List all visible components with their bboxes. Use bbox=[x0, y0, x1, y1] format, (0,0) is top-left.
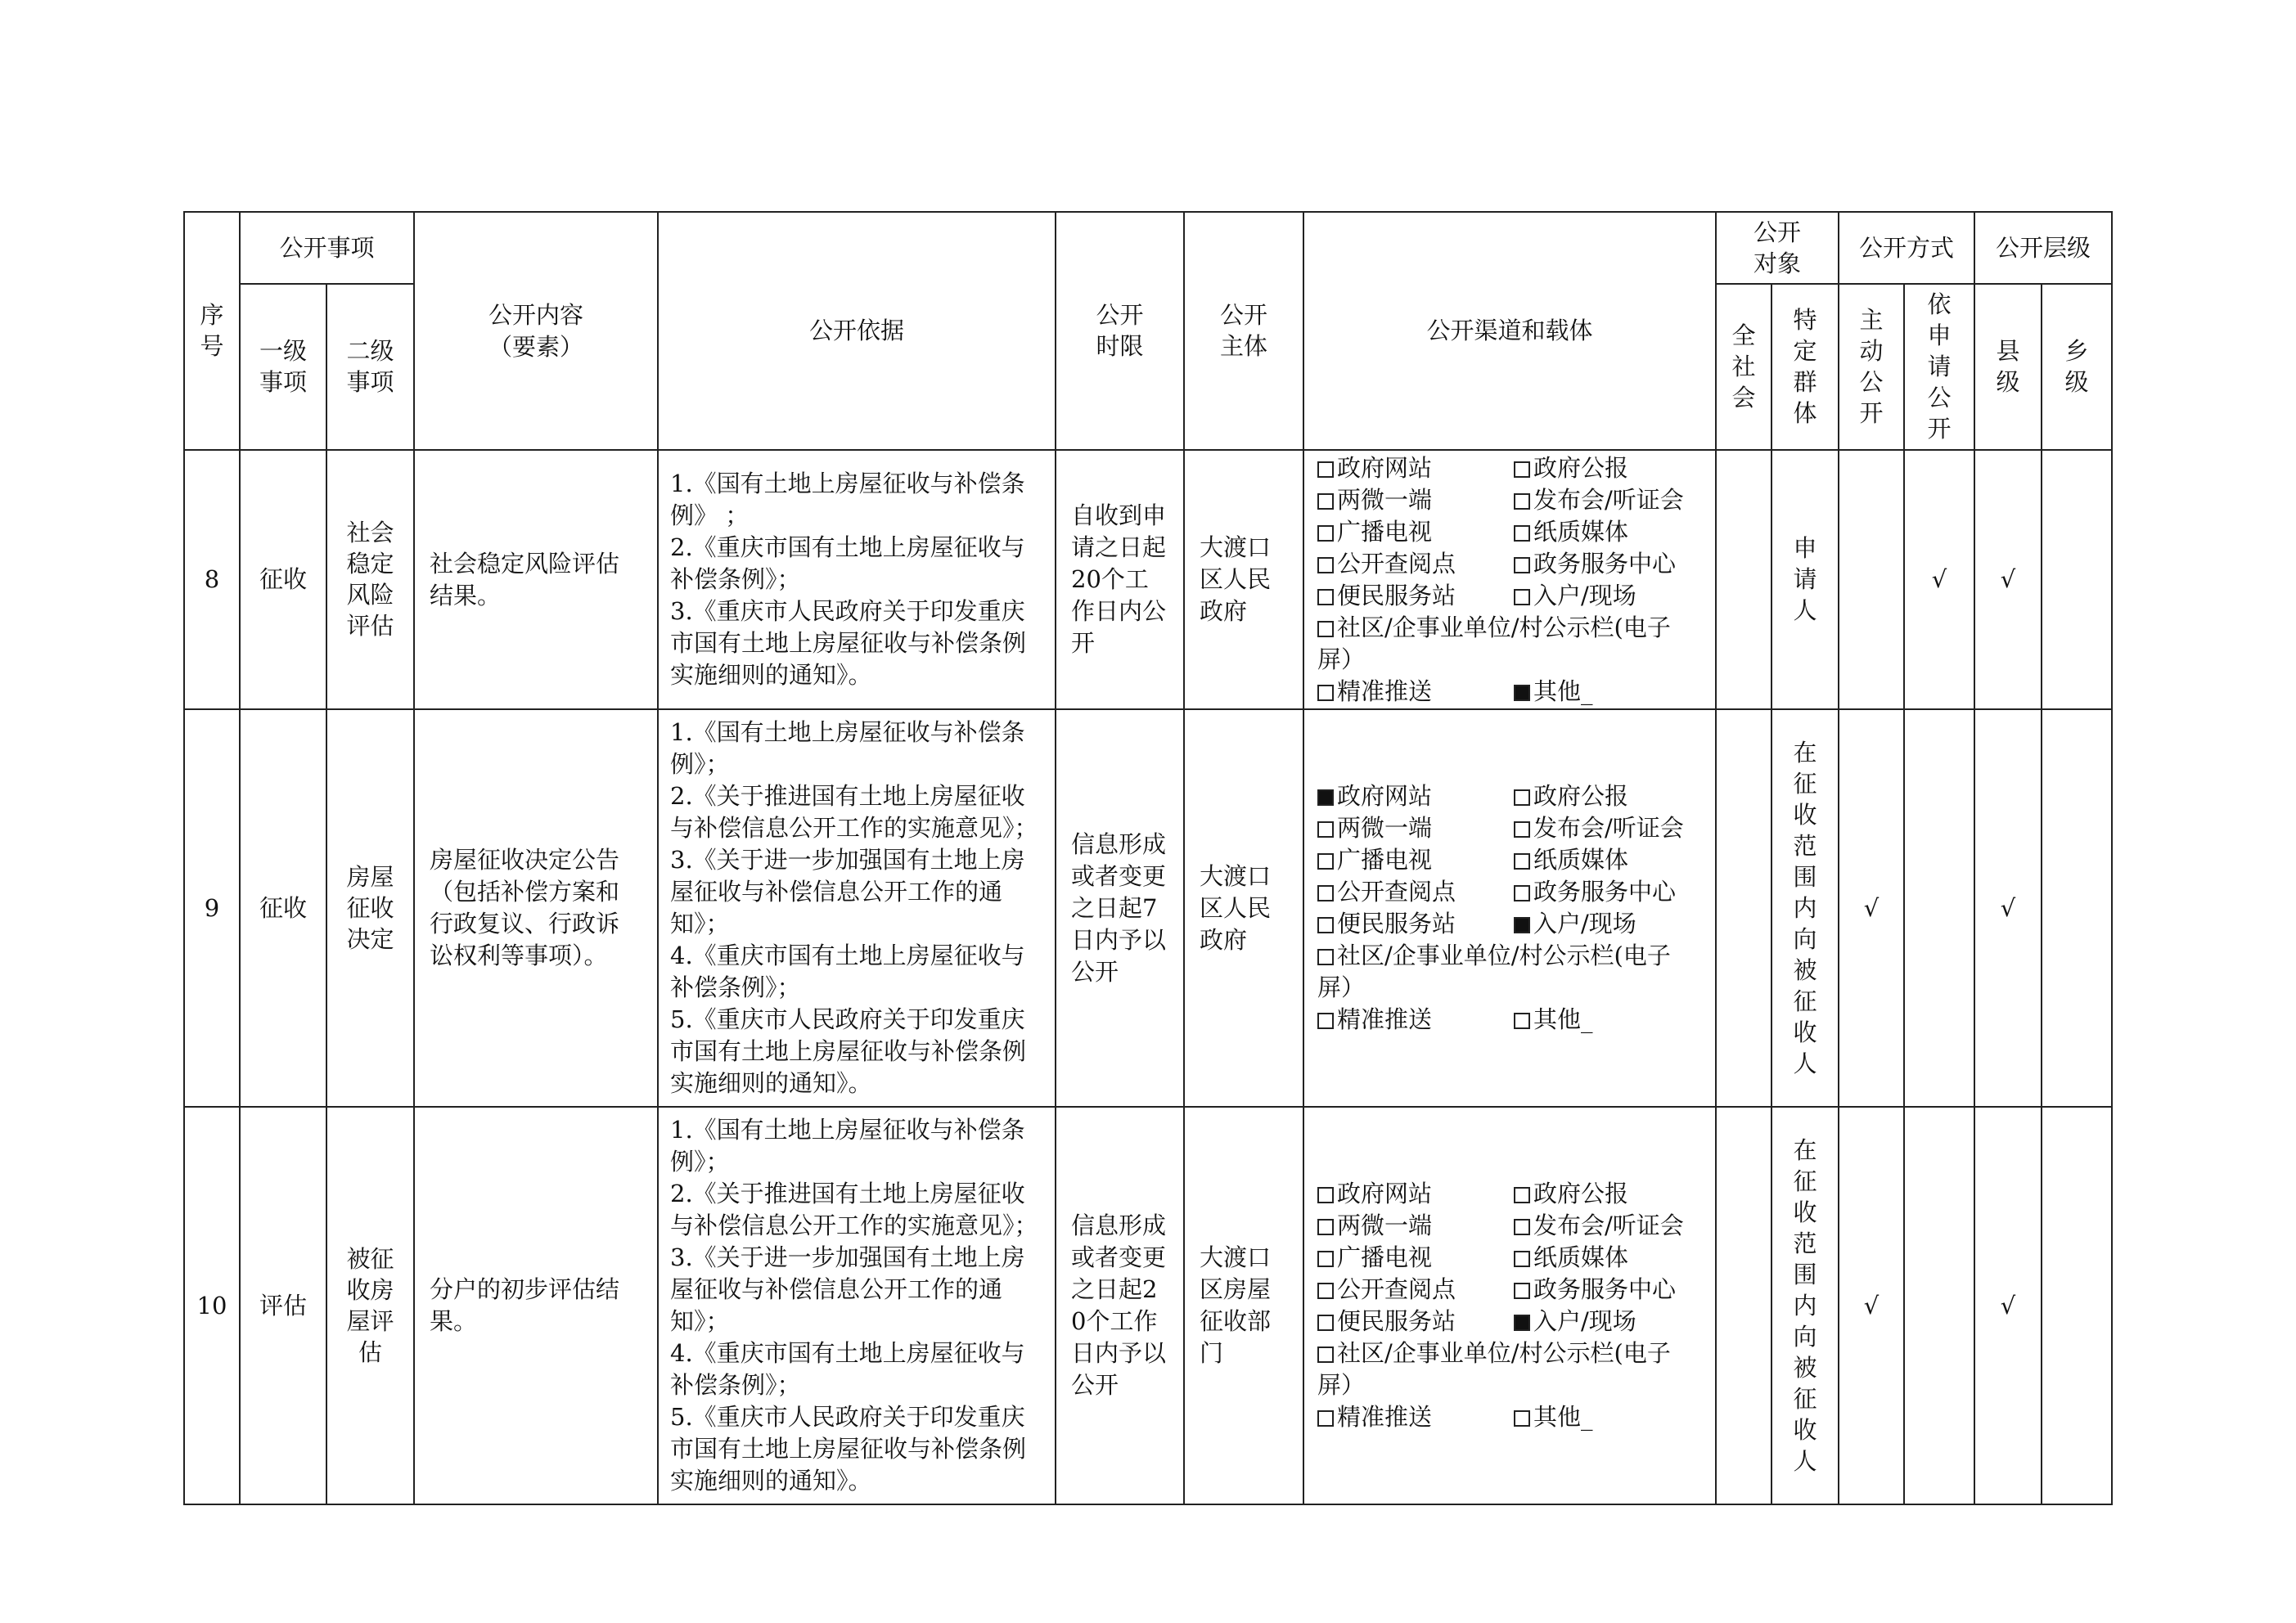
checkbox-icon bbox=[1514, 1283, 1530, 1299]
header-channels: 公开渠道和载体 bbox=[1303, 212, 1716, 450]
checkbox-icon bbox=[1317, 1410, 1334, 1427]
row-time-limit: 信息形成或者变更之日起20个工作日内予以公开 bbox=[1056, 1107, 1184, 1504]
row-basis bbox=[658, 1107, 1056, 1504]
row-target-specific-text: 在征收范围内向被征收人 bbox=[1793, 738, 1817, 1077]
row-target-specific-text: 在征收范围内向被征收人 bbox=[1793, 1135, 1817, 1475]
checkbox-icon bbox=[1514, 589, 1530, 605]
table-row bbox=[184, 450, 2112, 709]
header-level2: 二级事项 bbox=[326, 284, 414, 450]
row-level2-text: 被征收房屋评估 bbox=[346, 1244, 394, 1366]
basis-item: 2.《关于推进国有土地上房屋征收与补偿信息公开工作的实施意见》； bbox=[670, 1180, 1038, 1239]
basis-item: 4.《重庆市国有土地上房屋征收与补偿条例》； bbox=[670, 1339, 1025, 1399]
checkbox-icon bbox=[1317, 461, 1334, 478]
checkbox-icon bbox=[1514, 525, 1530, 542]
channel-option: 发布会/听证会 bbox=[1514, 484, 1710, 516]
header-level1: 一级事项 bbox=[240, 284, 326, 450]
channel-option: 政府网站 bbox=[1317, 1178, 1514, 1210]
channel-option: 政务服务中心 bbox=[1514, 876, 1710, 908]
checkbox-icon bbox=[1317, 589, 1334, 605]
channel-option: 其他_ bbox=[1514, 676, 1710, 708]
header-level-county: 县级 bbox=[1974, 284, 2042, 450]
checkbox-icon bbox=[1514, 853, 1530, 870]
channel-option: 广播电视 bbox=[1317, 844, 1514, 876]
checkbox-icon bbox=[1317, 1283, 1334, 1299]
row-mode-request bbox=[1904, 1107, 1974, 1504]
disclosure-table bbox=[183, 211, 2113, 1505]
checked-box-icon bbox=[1514, 685, 1530, 701]
row-level-county: √ bbox=[1974, 450, 2042, 709]
channel-option: 其他_ bbox=[1514, 1401, 1710, 1433]
row-target-specific-text: 申请人 bbox=[1793, 534, 1817, 624]
checkbox-icon bbox=[1514, 789, 1530, 806]
row-mode-active: √ bbox=[1839, 709, 1904, 1107]
header-level-town: 乡级 bbox=[2042, 284, 2112, 450]
checkbox-icon bbox=[1317, 525, 1334, 542]
checkbox-icon bbox=[1317, 917, 1334, 933]
checkbox-icon bbox=[1317, 949, 1334, 965]
checkbox-icon bbox=[1317, 1315, 1334, 1331]
channel-option: 广播电视 bbox=[1317, 1242, 1514, 1274]
header-target-all: 全社会 bbox=[1716, 284, 1772, 450]
row-target-all bbox=[1716, 450, 1772, 709]
channel-option: 两微一端 bbox=[1317, 484, 1514, 516]
row-mode-request bbox=[1904, 709, 1974, 1107]
checkbox-icon bbox=[1317, 557, 1334, 573]
checkbox-icon bbox=[1514, 1251, 1530, 1267]
channel-option: 纸质媒体 bbox=[1514, 516, 1710, 548]
row-seq: 9 bbox=[184, 709, 240, 1107]
checkbox-icon bbox=[1317, 1251, 1334, 1267]
header-subject: 公开主体 bbox=[1184, 212, 1303, 450]
basis-item: 1.《国有土地上房屋征收与补偿条例》； bbox=[670, 1116, 1025, 1176]
channel-option: 政府公报 bbox=[1514, 452, 1710, 484]
channel-option: 纸质媒体 bbox=[1514, 1242, 1710, 1274]
row-content: 社会稳定风险评估结果。 bbox=[414, 450, 658, 709]
channel-option: 入户/现场 bbox=[1514, 1306, 1710, 1338]
header-target: 公开对象 bbox=[1716, 212, 1839, 284]
channel-option: 政务服务中心 bbox=[1514, 1274, 1710, 1306]
row-subject: 大渡口区人民政府 bbox=[1184, 709, 1303, 1107]
channel-option: 社区/企事业单位/村公示栏(电子屏） bbox=[1317, 1339, 1671, 1399]
checkbox-icon bbox=[1317, 621, 1334, 637]
row-seq: 8 bbox=[184, 450, 240, 709]
header-matters: 公开事项 bbox=[240, 212, 414, 284]
basis-item: 3.《重庆市人民政府关于印发重庆市国有土地上房屋征收与补偿条例实施细则的通知》。 bbox=[670, 597, 1027, 689]
channel-option: 两微一端 bbox=[1317, 812, 1514, 844]
row-channels bbox=[1303, 1107, 1716, 1504]
basis-item: 5.《重庆市人民政府关于印发重庆市国有土地上房屋征收与补偿条例实施细则的通知》。 bbox=[670, 1403, 1027, 1495]
row-level-town bbox=[2042, 1107, 2112, 1504]
checkbox-icon bbox=[1317, 1013, 1334, 1029]
row-level-county: √ bbox=[1974, 1107, 2042, 1504]
channel-option: 精准推送 bbox=[1317, 676, 1514, 708]
checkbox-icon bbox=[1514, 885, 1530, 901]
channel-option: 精准推送 bbox=[1317, 1004, 1514, 1036]
channel-option: 便民服务站 bbox=[1317, 1306, 1514, 1338]
header-mode: 公开方式 bbox=[1839, 212, 1974, 284]
basis-item: 3.《关于进一步加强国有土地上房屋征收与补偿信息公开工作的通知》； bbox=[670, 1243, 1025, 1335]
basis-item: 2.《关于推进国有土地上房屋征收与补偿信息公开工作的实施意见》； bbox=[670, 782, 1038, 842]
row-time-limit: 信息形成或者变更之日起7日内予以公开 bbox=[1056, 709, 1184, 1107]
row-target-all bbox=[1716, 709, 1772, 1107]
channel-option: 发布会/听证会 bbox=[1514, 1210, 1710, 1242]
channel-grid bbox=[1317, 1178, 1702, 1433]
checkbox-icon bbox=[1317, 885, 1334, 901]
channel-option: 政务服务中心 bbox=[1514, 548, 1710, 580]
table-row bbox=[184, 709, 2112, 1107]
row-content: 房屋征收决定公告（包括补偿方案和行政复议、行政诉讼权利等事项）。 bbox=[414, 709, 658, 1107]
row-subject: 大渡口区人民政府 bbox=[1184, 450, 1303, 709]
checkbox-icon bbox=[1317, 685, 1334, 701]
row-level2-text: 房屋征收决定 bbox=[346, 862, 394, 953]
row-target-all bbox=[1716, 1107, 1772, 1504]
row-seq: 10 bbox=[184, 1107, 240, 1504]
channel-option: 发布会/听证会 bbox=[1514, 812, 1710, 844]
channel-option: 纸质媒体 bbox=[1514, 844, 1710, 876]
channel-option: 两微一端 bbox=[1317, 1210, 1514, 1242]
row-channels bbox=[1303, 709, 1716, 1107]
row-target-specific bbox=[1772, 709, 1839, 1107]
channel-option: 政府公报 bbox=[1514, 780, 1710, 812]
channel-option: 广播电视 bbox=[1317, 516, 1514, 548]
basis-item: 4.《重庆市国有土地上房屋征收与补偿条例》； bbox=[670, 942, 1025, 1001]
row-level1: 征收 bbox=[240, 709, 326, 1107]
checkbox-icon bbox=[1514, 1410, 1530, 1427]
row-time-limit: 自收到申请之日起20个工作日内公开 bbox=[1056, 450, 1184, 709]
table-row bbox=[184, 1107, 2112, 1504]
row-subject: 大渡口区房屋征收部门 bbox=[1184, 1107, 1303, 1504]
checkbox-icon bbox=[1317, 1187, 1334, 1203]
header-level: 公开层级 bbox=[1974, 212, 2112, 284]
basis-item: 1.《国有土地上房屋征收与补偿条例》； bbox=[670, 718, 1025, 778]
row-level-town bbox=[2042, 450, 2112, 709]
checkbox-icon bbox=[1514, 1013, 1530, 1029]
basis-item: 3.《关于进一步加强国有土地上房屋征收与补偿信息公开工作的通知》； bbox=[670, 846, 1025, 937]
basis-item: 1.《国有土地上房屋征收与补偿条例》 ； bbox=[670, 470, 1025, 529]
checked-box-icon bbox=[1317, 789, 1334, 806]
channel-option: 其他_ bbox=[1514, 1004, 1710, 1036]
channel-option: 公开查阅点 bbox=[1317, 1274, 1514, 1306]
channel-option: 政府网站 bbox=[1317, 452, 1514, 484]
checked-box-icon bbox=[1514, 917, 1530, 933]
basis-item: 2.《重庆市国有土地上房屋征收与补偿条例》； bbox=[670, 533, 1025, 593]
row-level2 bbox=[326, 709, 414, 1107]
checkbox-icon bbox=[1317, 853, 1334, 870]
channel-option: 公开查阅点 bbox=[1317, 548, 1514, 580]
checkbox-icon bbox=[1317, 821, 1334, 838]
channel-option: 社区/企事业单位/村公示栏(电子屏） bbox=[1317, 613, 1671, 673]
channel-option: 政府公报 bbox=[1514, 1178, 1710, 1210]
checkbox-icon bbox=[1514, 1187, 1530, 1203]
row-level2 bbox=[326, 450, 414, 709]
checkbox-icon bbox=[1514, 557, 1530, 573]
row-level-county: √ bbox=[1974, 709, 2042, 1107]
channel-option: 便民服务站 bbox=[1317, 908, 1514, 940]
channel-option: 政府网站 bbox=[1317, 780, 1514, 812]
channel-option: 精准推送 bbox=[1317, 1401, 1514, 1433]
header-target-specific: 特定群体 bbox=[1772, 284, 1839, 450]
row-basis bbox=[658, 709, 1056, 1107]
channel-option: 便民服务站 bbox=[1317, 580, 1514, 612]
header-basis: 公开依据 bbox=[658, 212, 1056, 450]
basis-item: 5.《重庆市人民政府关于印发重庆市国有土地上房屋征收与补偿条例实施细则的通知》。 bbox=[670, 1005, 1027, 1097]
checkbox-icon bbox=[1317, 493, 1334, 510]
row-mode-active: √ bbox=[1839, 1107, 1904, 1504]
checked-box-icon bbox=[1514, 1315, 1530, 1331]
row-level-town bbox=[2042, 709, 2112, 1107]
channel-option: 社区/企事业单位/村公示栏(电子屏） bbox=[1317, 942, 1671, 1001]
header-mode-request: 依申请公开 bbox=[1904, 284, 1974, 450]
checkbox-icon bbox=[1514, 821, 1530, 838]
row-level1: 征收 bbox=[240, 450, 326, 709]
row-level2-text: 社会稳定风险评估 bbox=[346, 519, 394, 640]
header-mode-active: 主动公开 bbox=[1839, 284, 1904, 450]
header-content: 公开内容 （要素） bbox=[414, 212, 658, 450]
checkbox-icon bbox=[1514, 493, 1530, 510]
header-seq: 序号 bbox=[184, 212, 240, 450]
row-target-specific bbox=[1772, 1107, 1839, 1504]
row-basis bbox=[658, 450, 1056, 709]
row-level2 bbox=[326, 1107, 414, 1504]
checkbox-icon bbox=[1514, 461, 1530, 478]
channel-grid bbox=[1317, 780, 1702, 1036]
channel-option: 入户/现场 bbox=[1514, 908, 1710, 940]
row-content: 分户的初步评估结果。 bbox=[414, 1107, 658, 1504]
channel-option: 公开查阅点 bbox=[1317, 876, 1514, 908]
row-target-specific bbox=[1772, 450, 1839, 709]
checkbox-icon bbox=[1317, 1219, 1334, 1235]
row-level1: 评估 bbox=[240, 1107, 326, 1504]
channel-option: 入户/现场 bbox=[1514, 580, 1710, 612]
channel-grid bbox=[1317, 452, 1702, 708]
header-time-limit: 公开时限 bbox=[1056, 212, 1184, 450]
row-mode-request: √ bbox=[1904, 450, 1974, 709]
checkbox-icon bbox=[1317, 1347, 1334, 1363]
row-channels bbox=[1303, 450, 1716, 709]
checkbox-icon bbox=[1514, 1219, 1530, 1235]
row-mode-active bbox=[1839, 450, 1904, 709]
